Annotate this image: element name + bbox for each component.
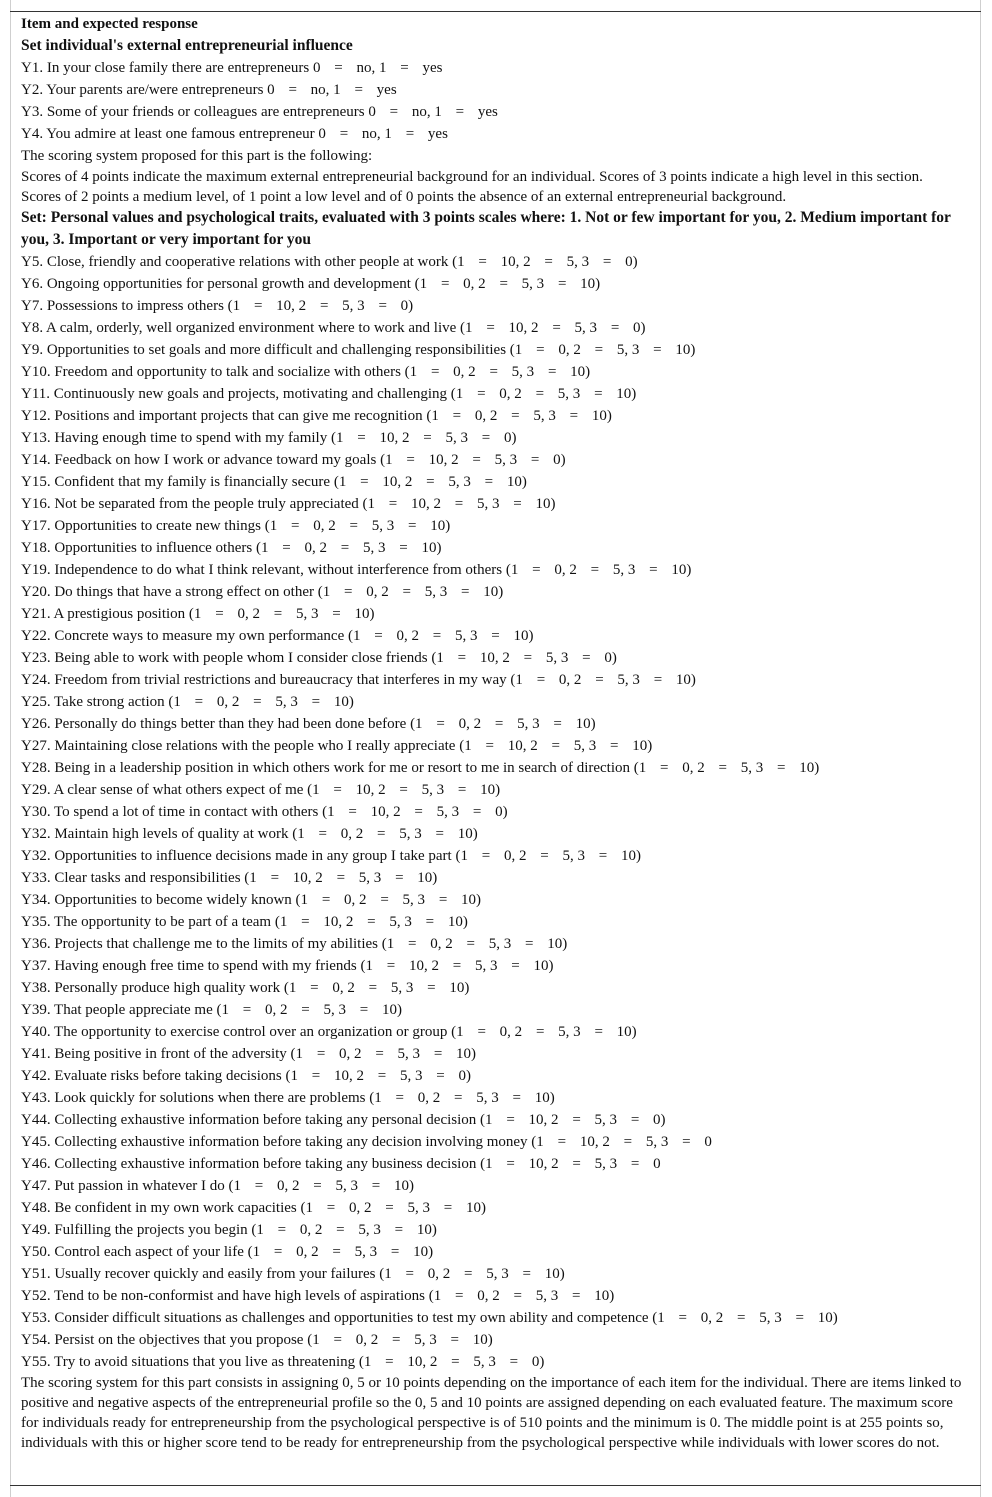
item-row: Y29. A clear sense of what others expect of me (1 = 10, 2 = 5, 3 = 10) (21, 782, 501, 798)
item-row: Y15. Confident that my family is financially secure (1 = 10, 2 = 5, 3 = 10) (21, 474, 527, 490)
item-row: Y16. Not be separated from the people truly appreciated (1 = 10, 2 = 5, 3 = 10) (21, 496, 556, 512)
table-header: Item and expected response (21, 16, 198, 32)
item-row: Y3. Some of your friends or colleagues are entrepreneurs 0 = no, 1 = yes (21, 104, 498, 120)
item-row: Y26. Personally do things better than they had been done before (1 = 0, 2 = 5, 3 = 10) (21, 716, 596, 732)
item-row: Y4. You admire at least one famous entrepreneur 0 = no, 1 = yes (21, 126, 448, 142)
item-row: Y33. Clear tasks and responsibilities (1 = 10, 2 = 5, 3 = 10) (21, 870, 438, 886)
item-row: Y30. To spend a lot of time in contact with others (1 = 10, 2 = 5, 3 = 0) (21, 804, 508, 820)
item-row: Y23. Being able to work with people whom I consider close friends (1 = 10, 2 = 5, 3 = 0) (21, 650, 617, 666)
item-row: Y43. Look quickly for solutions when there are problems (1 = 0, 2 = 5, 3 = 10) (21, 1090, 555, 1106)
set1-scoring-intro: The scoring system proposed for this part is the following: (21, 148, 373, 164)
item-row: Y2. Your parents are/were entrepreneurs 0 = no, 1 = yes (21, 82, 397, 98)
item-row: Y19. Independence to do what I think relevant, without interference from others (1 = 0, 2 = 5, 3 = 10) (21, 562, 692, 578)
item-row: Y55. Try to avoid situations that you live as threatening (1 = 10, 2 = 5, 3 = 0) (21, 1354, 545, 1370)
item-row: Y41. Being positive in front of the adversity (1 = 0, 2 = 5, 3 = 10) (21, 1046, 477, 1062)
item-row: Y14. Feedback on how I work or advance toward my goals (1 = 10, 2 = 5, 3 = 0) (21, 452, 566, 468)
item-row: Y40. The opportunity to exercise control over an organization or group (1 = 0, 2 = 5, 3 = 10) (21, 1024, 637, 1040)
item-row: Y28. Being in a leadership position in which others work for me or resort to me in search of direction (1 = 0, 2 = 5, 3 = 10) (21, 760, 820, 776)
item-row: Y8. A calm, orderly, well organized environment where to work and live (1 = 10, 2 = 5, 3 = 0) (21, 320, 646, 336)
item-row: Y18. Opportunities to influence others (1 = 0, 2 = 5, 3 = 10) (21, 540, 442, 556)
item-row: Y45. Collecting exhaustive information before taking any decision involving money (1 = 10, 2 = 5, 3 = 0 (21, 1134, 712, 1150)
item-row: Y32. Opportunities to influence decisions made in any group I take part (1 = 0, 2 = 5, 3 = 10) (21, 848, 641, 864)
item-row: Y1. In your close family there are entrepreneurs 0 = no, 1 = yes (21, 60, 443, 76)
set2-item-list (21, 251, 966, 1373)
item-row: Y38. Personally produce high quality work (1 = 0, 2 = 5, 3 = 10) (21, 980, 470, 996)
item-row: Y27. Maintaining close relations with the people who I really appreciate (1 = 10, 2 = 5, 3 = 10) (21, 738, 653, 754)
item-row: Y20. Do things that have a strong effect on other (1 = 0, 2 = 5, 3 = 10) (21, 584, 504, 600)
item-row: Y22. Concrete ways to measure my own performance (1 = 0, 2 = 5, 3 = 10) (21, 628, 534, 644)
top-rule (10, 11, 981, 12)
item-row: Y49. Fulfilling the projects you begin (1 = 0, 2 = 5, 3 = 10) (21, 1222, 437, 1238)
item-row: Y35. The opportunity to be part of a team (1 = 10, 2 = 5, 3 = 10) (21, 914, 468, 930)
table-content (21, 13, 966, 1453)
item-row: Y50. Control each aspect of your life (1 = 0, 2 = 5, 3 = 10) (21, 1244, 434, 1260)
item-row: Y12. Positions and important projects that can give me recognition (1 = 0, 2 = 5, 3 = 10) (21, 408, 612, 424)
item-row: Y54. Persist on the objectives that you propose (1 = 0, 2 = 5, 3 = 10) (21, 1332, 493, 1348)
item-row: Y42. Evaluate risks before taking decisions (1 = 10, 2 = 5, 3 = 0) (21, 1068, 472, 1084)
item-row: Y7. Possessions to impress others (1 = 10, 2 = 5, 3 = 0) (21, 298, 414, 314)
item-row: Y6. Ongoing opportunities for personal growth and development (1 = 0, 2 = 5, 3 = 10) (21, 276, 601, 292)
item-row: Y32. Maintain high levels of quality at work (1 = 0, 2 = 5, 3 = 10) (21, 826, 478, 842)
set1-title: Set individual's external entrepreneurial influence (21, 37, 353, 54)
item-row: Y53. Consider difficult situations as challenges and opportunities to test my own ability and competence (1 = 0, 2 = 5, 3 = 10) (21, 1310, 838, 1326)
item-row: Y44. Collecting exhaustive information before taking any personal decision (1 = 10, 2 = 5, 3 = 0) (21, 1112, 666, 1128)
item-row: Y52. Tend to be non-conformist and have high levels of aspirations (1 = 0, 2 = 5, 3 = 10) (21, 1288, 615, 1304)
item-row: Y36. Projects that challenge me to the limits of my abilities (1 = 0, 2 = 5, 3 = 10) (21, 936, 568, 952)
item-row: Y48. Be confident in my own work capacities (1 = 0, 2 = 5, 3 = 10) (21, 1200, 487, 1216)
item-row: Y46. Collecting exhaustive information before taking any business decision (1 = 10, 2 = 5, 3 = 0 (21, 1156, 661, 1172)
bottom-rule (10, 1485, 981, 1486)
item-row: Y34. Opportunities to become widely known (1 = 0, 2 = 5, 3 = 10) (21, 892, 482, 908)
item-row: Y51. Usually recover quickly and easily from your failures (1 = 0, 2 = 5, 3 = 10) (21, 1266, 565, 1282)
item-row: Y21. A prestigious position (1 = 0, 2 = 5, 3 = 10) (21, 606, 375, 622)
item-row: Y25. Take strong action (1 = 0, 2 = 5, 3 = 10) (21, 694, 354, 710)
item-row: Y39. That people appreciate me (1 = 0, 2 = 5, 3 = 10) (21, 1002, 402, 1018)
item-row: Y9. Opportunities to set goals and more difficult and challenging responsibilities (1 = 0, 2 = 5, 3 = 10) (21, 342, 696, 358)
set1-item-list (21, 57, 966, 145)
item-row: Y10. Freedom and opportunity to talk and socialize with others (1 = 0, 2 = 5, 3 = 10) (21, 364, 591, 380)
item-row: Y5. Close, friendly and cooperative relations with other people at work (1 = 10, 2 = 5, 3 = 0) (21, 254, 638, 270)
item-row: Y11. Continuously new goals and projects, motivating and challenging (1 = 0, 2 = 5, 3 = 10) (21, 386, 637, 402)
item-row: Y47. Put passion in whatever I do (1 = 0, 2 = 5, 3 = 10) (21, 1178, 414, 1194)
item-row: Y13. Having enough time to spend with my family (1 = 10, 2 = 5, 3 = 0) (21, 430, 517, 446)
set2-scoring-text: The scoring system for this part consists in assigning 0, 5 or 10 points depending on the importance of each item for the individual. There are items linked to positive and negative aspects of the entrepreneurial profile so the 0, 5 and 10 points are assigned depending on each evaluated feature. The maximum score for individuals ready for entrepreneurship from the psychological perspective is of 510 points and the minimum is 0. The middle point is at 255 points so, individuals with this or higher score tend to be ready for entrepreneurship from the psychological perspective while individuals with lower scores do not. (21, 1375, 962, 1451)
set1-scoring-text: Scores of 4 points indicate the maximum external entrepreneurial background for an individual. Scores of 3 points indicate a high level in this section. Scores of 2 points a medium level, of 1 point a low level and of 0 points the absence of an external entrepreneurial background. (21, 169, 923, 205)
item-row: Y24. Freedom from trivial restrictions and bureaucracy that interferes in my way (1 = 0, 2 = 5, 3 = 10) (21, 672, 696, 688)
set2-title: Set: Personal values and psychological traits, evaluated with 3 points scales where: 1. Not or few important for you, 2. Medium important for you, 3. Important or very important for you (21, 209, 951, 248)
item-row: Y17. Opportunities to create new things (1 = 0, 2 = 5, 3 = 10) (21, 518, 451, 534)
item-row: Y37. Having enough free time to spend with my friends (1 = 10, 2 = 5, 3 = 10) (21, 958, 554, 974)
